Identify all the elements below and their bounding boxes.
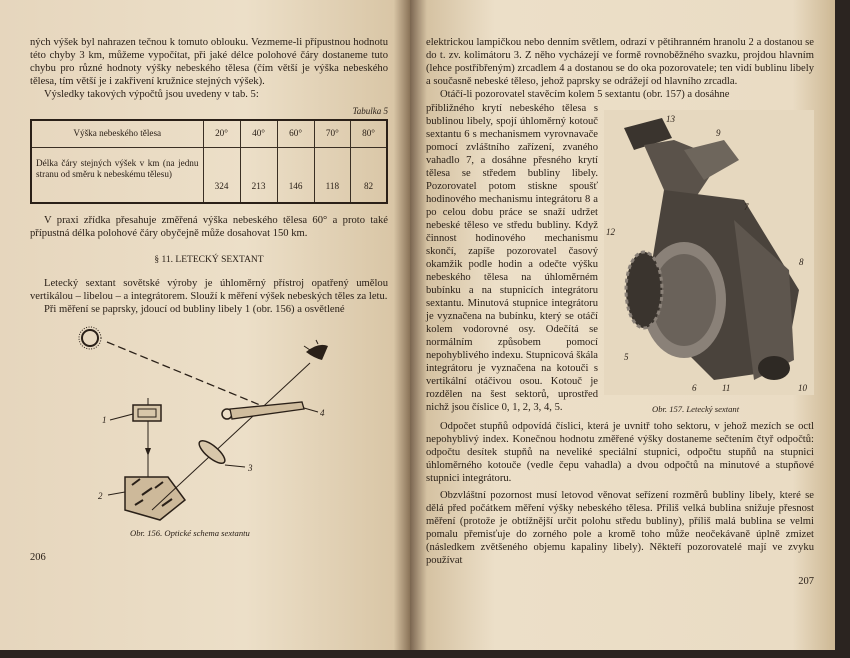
- page-number: 206: [30, 552, 46, 563]
- figure-label: 2: [98, 491, 103, 501]
- left-page: [0, 0, 410, 650]
- figure-label: 9: [716, 128, 721, 138]
- figure-label: 1: [102, 415, 107, 425]
- left-page-content: [30, 36, 388, 564]
- figure-label: 7: [744, 202, 749, 212]
- section-heading: § 11. LETECKÝ SEXTANT: [154, 255, 264, 265]
- paragraph: V praxi zřídka přesahuje změřená výška nebeského tělesa 60° a proto také přípustná délka polohové čáry obyčejně může dosahovat 150 km.: [30, 215, 388, 239]
- paragraph: Obzvláštní pozornost musí letovod věnovat seřízení rozměrů bubliny libely, které se dělá před počátkem měření výšky nebeského tělesa. Příliš velká bublina snižuje přesnost měření (protože je obtížnější určit polohu středu bubliny), příliš malá bublina se velmi pomalu přemisťuje do zorného pole a kromě toho může neočekávaně úplně zmizet (následkem zvětšeného objemu kapaliny libely). Někteří pozorovatelé mají ve zvyku používat: [426, 490, 814, 566]
- figure-label: 12: [606, 227, 615, 237]
- figure-label: 4: [320, 408, 325, 418]
- table-cell: 146: [277, 147, 314, 203]
- table-cell: 40°: [240, 120, 277, 147]
- table-cell: 80°: [351, 120, 387, 147]
- table-cell: 60°: [277, 120, 314, 147]
- figure-label: 13: [666, 114, 675, 124]
- paragraph: Při měření se paprsky, jdoucí od bubliny libely 1 (obr. 156) a osvětlené: [44, 304, 345, 315]
- left-text-top: [30, 36, 388, 101]
- figure-label: 6: [692, 383, 697, 393]
- paragraph: přibližného krytí nebeského tělesa s bublinou libely, spojí úhloměrný kotouč sextantu 6 s mechanismem vyrovnavače pomocí zvláštního zařízení, zvaného vahadlo 7, a dosáhne přesného krytí tělesa se středem bubliny libely. Pozorovatel potom stiskne spoušť hodinového mechanismu integrátoru 8 a po celou dobu práce se snaží udržet nebeské těleso ve středu bubliny. Když činnost hodinového mechanismu skončí, zapíše pozorovatel časový okamžik podle hodin a odečte výšku nebeského tělesa na úhloměrném bubínku a na stupnicích integrátoru sextantu. Minutová stupnice integrátoru je vyznačena na bubínku, který se otáčí kolem vodorovné osy. Odečítá se normálním způsobem pomocí nepohyblivého indexu. Stupnicová škála integrátoru je vyznačena na kotouči s vertikální otáčivou osou. Kotouč je rozdělen na šest sektorů, uprostřed nichž jsou číslice 0, 1, 2, 3, 4, 5.: [426, 103, 598, 413]
- table-cell: 118: [314, 147, 351, 203]
- table-caption: Tabulka 5: [352, 106, 388, 116]
- text-and-figure-row: [426, 102, 814, 415]
- figure-label: 3: [248, 463, 253, 473]
- figure-157: [604, 110, 814, 415]
- figure-label: 8: [799, 257, 804, 267]
- paragraph: Letecký sextant sovětské výroby je úhloměrný přístroj opatřený umělou vertikálou – libelou – a integrátorem. Slouží k měření výšek nebeských těles za letu.: [30, 278, 388, 302]
- table-cell: 324: [203, 147, 240, 203]
- right-text-column: [426, 102, 598, 415]
- mirror: [222, 402, 304, 419]
- figure-caption: Obr. 156. Optické schema sextantu: [130, 528, 250, 538]
- sun-icon: [79, 327, 101, 349]
- table-row: [31, 147, 387, 203]
- table-cell: Délka čáry stejných výšek v km (na jednu stranu od směru k nebeskému tělesu): [31, 147, 203, 203]
- table-cell: 82: [351, 147, 387, 203]
- right-text-top: [426, 36, 814, 101]
- optical-schema-diagram: [70, 320, 350, 525]
- data-table: [30, 119, 388, 204]
- eye-icon: [304, 340, 328, 360]
- table-cell: 70°: [314, 120, 351, 147]
- left-text-bottom: [30, 277, 388, 316]
- figure-caption: Obr. 157. Letecký sextant: [652, 404, 740, 414]
- paragraph: Otáčí-li pozorovatel stavěcím kolem 5 sextantu (obr. 157) a dosáhne: [440, 89, 730, 100]
- table-cell: Výška nebeského tělesa: [31, 120, 203, 147]
- table-cell: 213: [240, 147, 277, 203]
- paragraph: elektrickou lampičkou nebo denním světlem, odrazí v pětihranném hranolu 2 a dostanou se do t. zv. kolimátoru 3. Z něho vycházejí ve formě rovnoběžného svazku, projdou hlavním (lehce postříbřeným) zrcadlem 4 a dostanou se do oka pozorovatele; ten vidí bublinu libely a současně nebeské těleso, jehož paprsky se odrážejí od hlavního zrcadla.: [426, 37, 814, 87]
- right-page: [410, 0, 835, 650]
- table-header-row: [31, 120, 387, 147]
- sextant-photo: [604, 110, 814, 395]
- table-cell: 20°: [203, 120, 240, 147]
- figure-label: 10: [798, 383, 807, 393]
- right-page-content: [426, 36, 814, 588]
- paragraph: Odpočet stupňů odpovídá číslici, která je uvnitř toho sektoru, v jehož mezích se octl nepohyblivý index. Konečnou hodnotu změřené výšky dostaneme sečtením čtyř odpočtů: odpočtu desítek stupňů na neveliké speciální stupnici, odpočtu stupňů na stupnici úhloměrného kotouče (vedle čepu vahadla) a dvou odpočtů na minutové a stupňové stupnici integrátoru.: [426, 421, 814, 484]
- right-text-bottom: [426, 420, 814, 567]
- left-text-mid: [30, 214, 388, 240]
- figure-label: 11: [722, 383, 731, 393]
- paragraph: Výsledky takových výpočtů jsou uvedeny v tab. 5:: [44, 89, 259, 100]
- figure-label: 5: [624, 352, 629, 362]
- paragraph: ných výšek byl nahrazen tečnou k tomuto oblouku. Vezmeme-li přípustnou hodnotu této chyby 3 km, můžeme vypočítat, při jaké délce polohové čáry dostaneme tuto chybu pro různé hodnoty výšky nebeského tělesa (čím větší je výška nebeského tělesa, tím větší je i zakřivení kružnice stejných výšek).: [30, 37, 388, 87]
- page-number: 207: [798, 576, 814, 587]
